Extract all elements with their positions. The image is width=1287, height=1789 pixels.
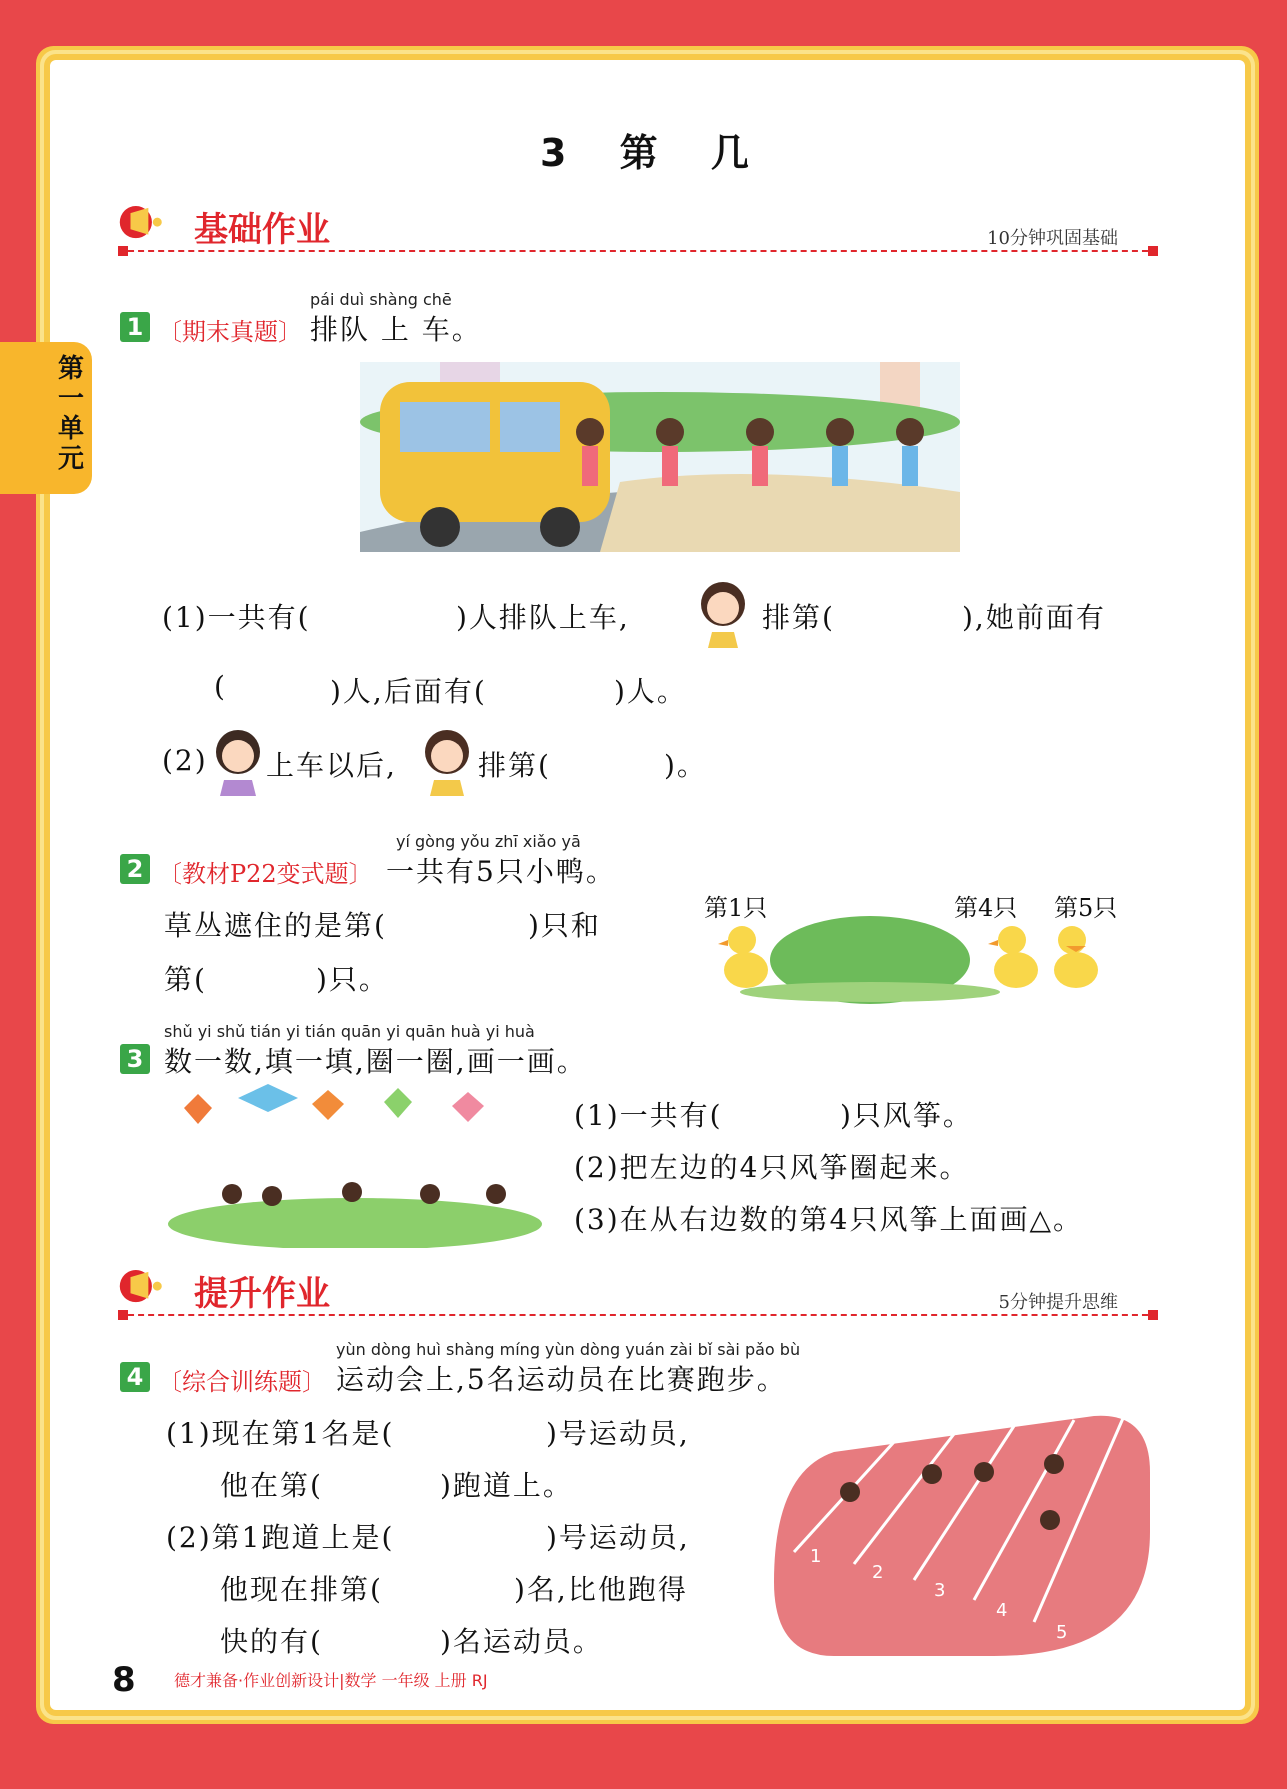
bus-queue-illustration [360, 362, 960, 552]
q2-line2b: )只。 [316, 963, 389, 996]
q4-line5b: )名运动员。 [440, 1625, 603, 1658]
q4-line2b: )跑道上。 [440, 1469, 573, 1502]
lane-number: 4 [996, 1600, 1008, 1621]
unit-tab-label: 第一单元 [58, 354, 85, 474]
q1-line2c: )人。 [614, 675, 687, 708]
q1-line3b: 上车以后, [266, 749, 397, 782]
q1-line2a: ( [214, 670, 227, 703]
q1-line3a: (2) [162, 744, 208, 777]
q3-pinyin: shǔ yi shǔ tián yi tián quān yi quān huà yi huà [164, 1022, 535, 1041]
q3-line3: (3)在从右边数的第4只风筝上面画△。 [574, 1203, 1084, 1236]
q4-line1a: (1)现在第1名是( [166, 1417, 395, 1450]
boy-icon [210, 724, 266, 796]
q3-number: 3 [120, 1044, 150, 1074]
lane-number: 2 [872, 1562, 884, 1583]
lane-number: 3 [934, 1580, 946, 1601]
q1-line2b: )人,后面有( [330, 675, 487, 708]
duck-label-4: 第4只 [954, 894, 1018, 922]
q4-line3b: )号运动员, [546, 1521, 690, 1554]
q4-pinyin: yùn dòng huì shàng míng yùn dòng yuán zài bǐ sài pǎo bù [336, 1340, 801, 1359]
q4-line3a: (2)第1跑道上是( [166, 1521, 395, 1554]
kites-illustration [168, 1084, 542, 1248]
q4-line1b: )号运动员, [546, 1417, 690, 1450]
q1-line3c: 排第( [478, 749, 551, 782]
q2-title: 一共有5只小鸭。 [386, 855, 616, 888]
q2-pinyin: yí gòng yǒu zhī xiǎo yā [396, 832, 581, 851]
ducks-grass-illustration [710, 900, 1110, 1004]
girl-icon [418, 724, 476, 796]
q4-line4a: 他现在排第( [220, 1573, 383, 1606]
lane-number: 5 [1056, 1622, 1068, 1643]
section-advanced-note: 5分钟提升思维 [998, 1292, 1118, 1313]
section-divider [118, 1314, 1158, 1316]
section-basic-title: 基础作业 [194, 210, 330, 250]
q3-line2: (2)把左边的4只风筝圈起来。 [574, 1151, 970, 1184]
q1-number: 1 [120, 312, 150, 342]
megaphone-icon [118, 1262, 168, 1312]
section-divider [118, 250, 1158, 252]
q1-line1d: ),她前面有 [962, 601, 1106, 634]
q4-line2a: 他在第( [220, 1469, 323, 1502]
megaphone-icon [118, 198, 168, 248]
q3-line1b: )只风筝。 [840, 1099, 973, 1132]
page-title: 3 第 几 [540, 131, 769, 175]
q4-line5a: 快的有( [220, 1625, 323, 1658]
running-track-illustration [774, 1412, 1150, 1656]
q3-title: 数一数,填一填,圈一圈,画一画。 [164, 1045, 587, 1078]
section-advanced-title: 提升作业 [194, 1274, 330, 1314]
q4-title: 运动会上,5名运动员在比赛跑步。 [336, 1363, 787, 1396]
q1-line1b: )人排队上车, [456, 601, 630, 634]
q1-line1a: (1)一共有( [162, 601, 311, 634]
lane-number: 1 [810, 1546, 822, 1567]
q2-tag: 〔教材P22变式题〕 [158, 860, 373, 888]
q4-number: 4 [120, 1362, 150, 1392]
duck-label-5: 第5只 [1054, 894, 1118, 922]
q1-pinyin: pái duì shàng chē [310, 290, 452, 309]
q1-title: 排队 上 车。 [310, 313, 482, 346]
duck-label-1: 第1只 [704, 894, 768, 922]
section-basic-note: 10分钟巩固基础 [987, 228, 1118, 249]
q3-line1a: (1)一共有( [574, 1099, 723, 1132]
unit-tab [0, 342, 92, 494]
q1-line3d: )。 [664, 749, 707, 782]
section-advanced-header [118, 1262, 1158, 1322]
q2-line1a: 草丛遮住的是第( [164, 909, 387, 942]
q4-tag: 〔综合训练题〕 [158, 1368, 326, 1396]
page-number: 8 [112, 1660, 136, 1700]
q2-line1b: )只和 [528, 909, 601, 942]
girl-icon [692, 576, 754, 648]
q2-number: 2 [120, 854, 150, 884]
footer-text: 德才兼备·作业创新设计|数学 一年级 上册 RJ [174, 1671, 488, 1690]
q4-line4b: )名,比他跑得 [514, 1573, 688, 1606]
q2-line2a: 第( [164, 963, 207, 996]
q1-line1c: 排第( [762, 601, 835, 634]
section-basic-header [118, 198, 1158, 258]
q1-tag: 〔期末真题〕 [158, 318, 302, 346]
